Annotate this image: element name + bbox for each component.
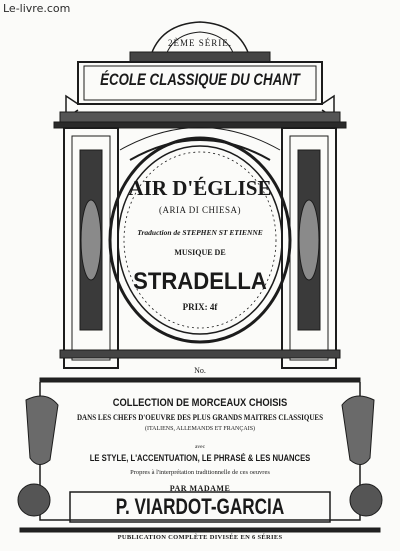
music-by-label: MUSIQUE DE <box>174 248 226 257</box>
collection-title: ÉCOLE CLASSIQUE DU CHANT <box>100 70 300 89</box>
translation-credit: Traduction de STEPHEN ST ETIENNE <box>137 228 263 237</box>
watermark: Le-livre.com <box>3 2 71 15</box>
avec-line: avec <box>194 444 206 450</box>
series-label: 2ÈME SÉRIE. <box>168 38 232 48</box>
languages-line: (ITALIENS, ALLEMANDS ET FRANÇAIS) <box>144 426 256 432</box>
price-label: PRIX: 4f <box>182 302 218 312</box>
piece-subtitle: (ARIA DI CHIESA) <box>159 205 241 215</box>
author-name: P. VIARDOT-GARCIA <box>115 494 285 519</box>
collection-line: COLLECTION DE MORCEAUX CHOISIS <box>112 397 288 409</box>
piece-title: AIR D'ÉGLISE <box>128 176 272 200</box>
number-label: No. <box>194 366 206 375</box>
style-line: LE STYLE, L'ACCENTUATION, LE PHRASÉ & LES NUANCES <box>89 453 311 463</box>
chefs-line: DANS LES CHEFS D'OEUVRE DES PLUS GRANDS MAITRES CLASSIQUES <box>76 413 324 422</box>
publication-note: PUBLICATION COMPLÈTE DIVISÉE EN 6 SÉRIES <box>117 534 283 541</box>
interpretation-line: Propres à l'interprétation traditionnelle de ces oeuvres <box>130 469 270 476</box>
par-madame-label: PAR MADAME <box>169 484 231 493</box>
composer-name: STRADELLA <box>133 268 267 295</box>
